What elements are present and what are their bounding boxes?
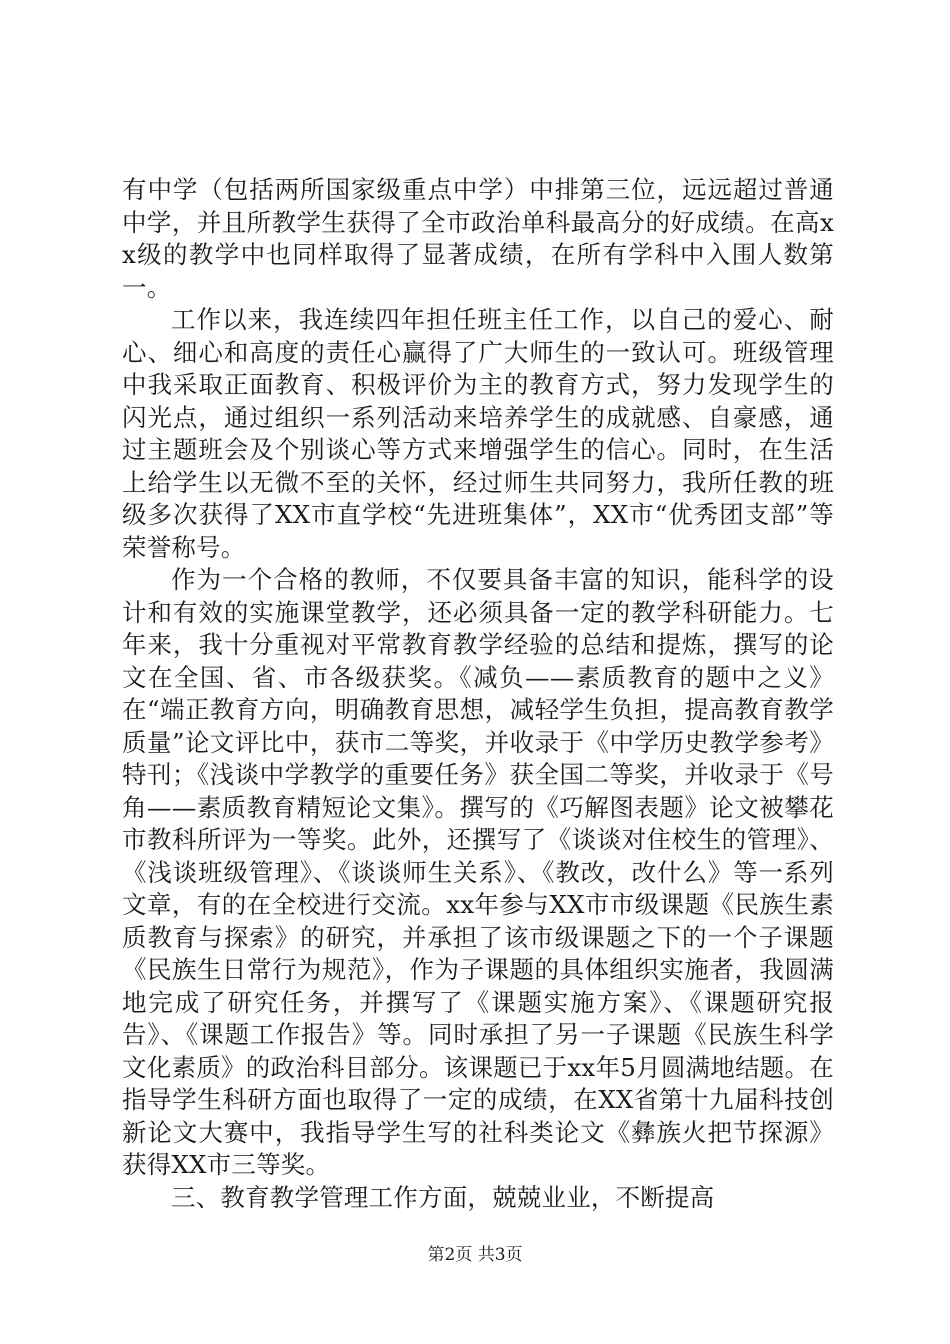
section-heading-three: 三、教育教学管理工作方面，兢兢业业，不断提高: [171, 1182, 715, 1212]
document-body: [122, 174, 834, 1214]
page-footer: 第2页 共3页: [427, 1245, 523, 1265]
paragraph-continued: 有中学（包括两所国家级重点中学）中排第三位，远远超过普通中学，并且所教学生获得了全市政治单科最高分的好成绩。在高xx级的教学中也同样取得了显著成绩，在所有学科中入围人数第一。: [122, 175, 834, 302]
paragraph-research: 作为一个合格的教师，不仅要具备丰富的知识，能科学的设计和有效的实施课堂教学，还必须具备一定的教学科研能力。七年来，我十分重视对平常教育教学经验的总结和提炼，撰写的论文在全国、省、市各级获奖。《减负——素质教育的题中之义》在“端正教育方向，明确教育思想，减轻学生负担，提高教育教学质量”论文评比中，获市二等奖，并收录于《中学历史教学参考》特刊；《浅谈中学教学的重要任务》获全国二等奖，并收录于《号角——素质教育精短论文集》。撰写的《巧解图表题》论文被攀花市教科所评为一等奖。此外，还撰写了《谈谈对住校生的管理》、《浅谈班级管理》、《谈谈师生关系》、《教改，改什么》等一系列文章，有的在全校进行交流。xx年参与XX市市级课题《民族生素质教育与探索》的研究，并承担了该市级课题之下的一个子课题《民族生日常行为规范》，作为子课题的具体组织实施者，我圆满地完成了研究任务，并撰写了《课题实施方案》、《课题研究报告》、《课题工作报告》等。同时承担了另一子课题《民族生科学文化素质》的政治科目部分。该课题已于xx年5月圆满地结题。在指导学生科研方面也取得了一定的成绩，在XX省第十九届科技创新论文大赛中，我指导学生写的社科类论文《彝族火把节探源》获得XX市三等奖。: [122, 565, 834, 1179]
paragraph-class-teacher: 工作以来，我连续四年担任班主任工作，以自己的爱心、耐心、细心和高度的责任心赢得了广大师生的一致认可。班级管理中我采取正面教育、积极评价为主的教育方式，努力发现学生的闪光点，通过组织一系列活动来培养学生的成就感、自豪感，通过主题班会及个别谈心等方式来增强学生的信心。同时，在生活上给学生以无微不至的关怀，经过师生共同努力，我所任教的班级多次获得了XX市直学校“先进班集体”，XX市“优秀团支部”等荣誉称号。: [122, 305, 834, 562]
